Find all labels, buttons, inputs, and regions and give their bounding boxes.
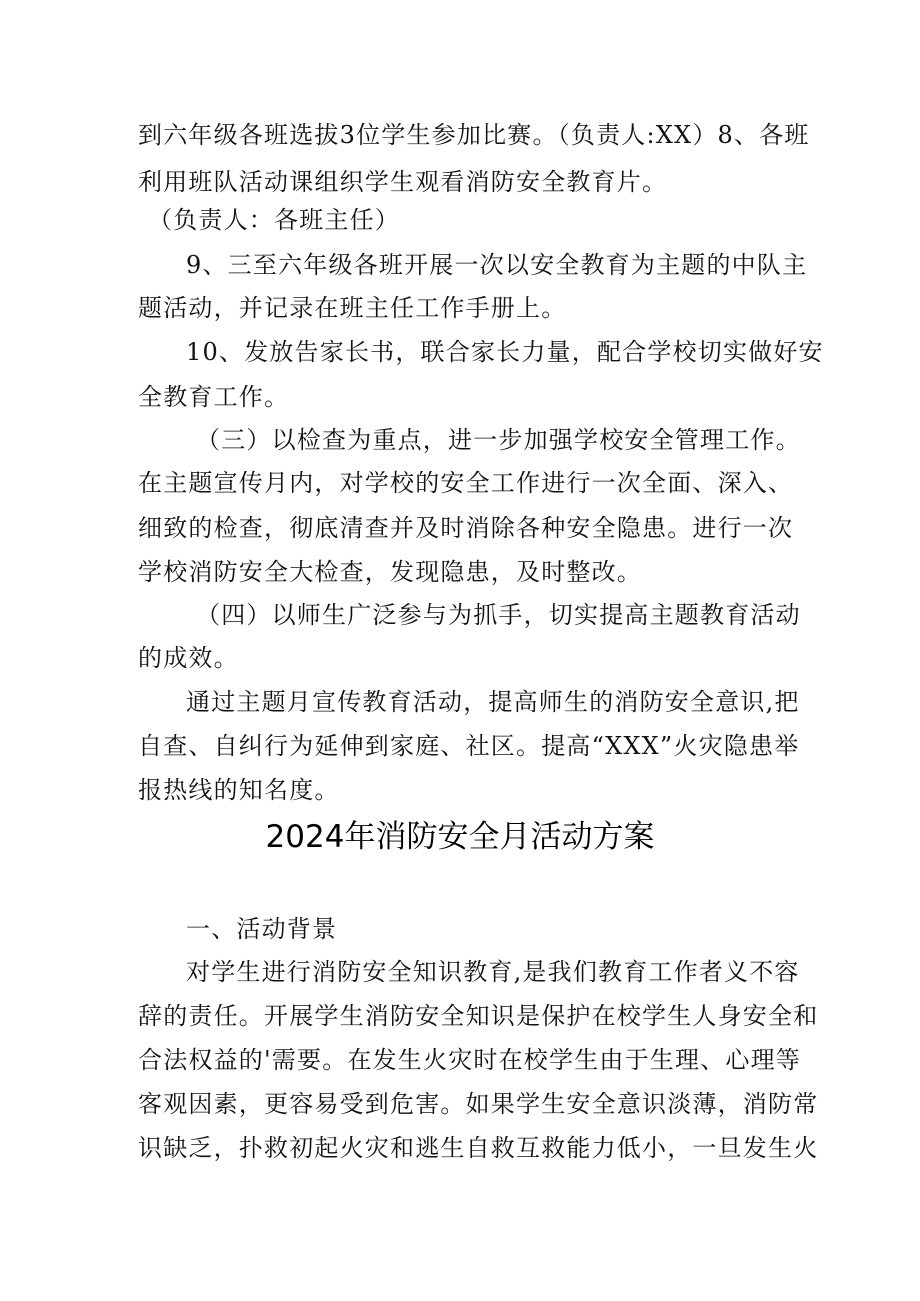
paragraph-line: 合法权益的'需要。在发生火灾时在校学生由于生理、心理等 — [138, 1046, 801, 1074]
paragraph-line: 10、发放告家长书，联合家长力量，配合学校切实做好安 — [186, 338, 824, 366]
paragraph-line: 识缺乏，扑救初起火灾和逃生自救互救能力低小，一旦发生火 — [138, 1134, 819, 1162]
paragraph-line: 自查、自纠行为延伸到家庭、社区。提高“XXX”火灾隐患举 — [138, 732, 800, 760]
page-title: 2024年消防安全月活动方案 — [265, 819, 655, 855]
paragraph-line: 辞的责任。开展学生消防安全知识是保护在校学生人身安全和 — [138, 1002, 819, 1030]
paragraph-line: 全教育工作。 — [138, 383, 290, 411]
paragraph-line: （负责人：各班主任） — [148, 206, 400, 234]
paragraph-line: 题活动，并记录在班主任工作手册上。 — [138, 294, 567, 322]
paragraph-line: 对学生进行消防安全知识教育,是我们教育工作者义不容 — [186, 958, 800, 986]
paragraph-line: （三）以检查为重点，进一步加强学校安全管理工作。 — [196, 426, 801, 454]
paragraph-line: 细致的检查，彻底清查并及时消除各种安全隐患。进行一次 — [138, 514, 794, 542]
section-heading: 一、活动背景 — [186, 915, 338, 943]
paragraph-line: 9、三至六年级各班开展一次以安全教育为主题的中队主 — [186, 251, 808, 279]
paragraph-line: 报热线的知名度。 — [138, 776, 340, 804]
paragraph-line: （四）以师生广泛参与为抓手，切实提高主题教育活动 — [196, 601, 801, 629]
paragraph-line: 在主题宣传月内，对学校的安全工作进行一次全面、深入、 — [138, 469, 794, 497]
paragraph-line: 利用班队活动课组织学生观看消防安全教育片。 — [138, 168, 668, 196]
paragraph-line: 客观因素，更容易受到危害。如果学生安全意识淡薄，消防常 — [138, 1090, 819, 1118]
paragraph-line: 学校消防安全大检查，发现隐患，及时整改。 — [138, 558, 642, 586]
paragraph-line: 的成效。 — [138, 644, 239, 672]
paragraph-line: 通过主题月宣传教育活动，提高师生的消防安全意识,把 — [186, 688, 800, 716]
paragraph-line: 到六年级各班选拔3位学生参加比赛。（负责人:XX）8、各班 — [138, 121, 810, 149]
